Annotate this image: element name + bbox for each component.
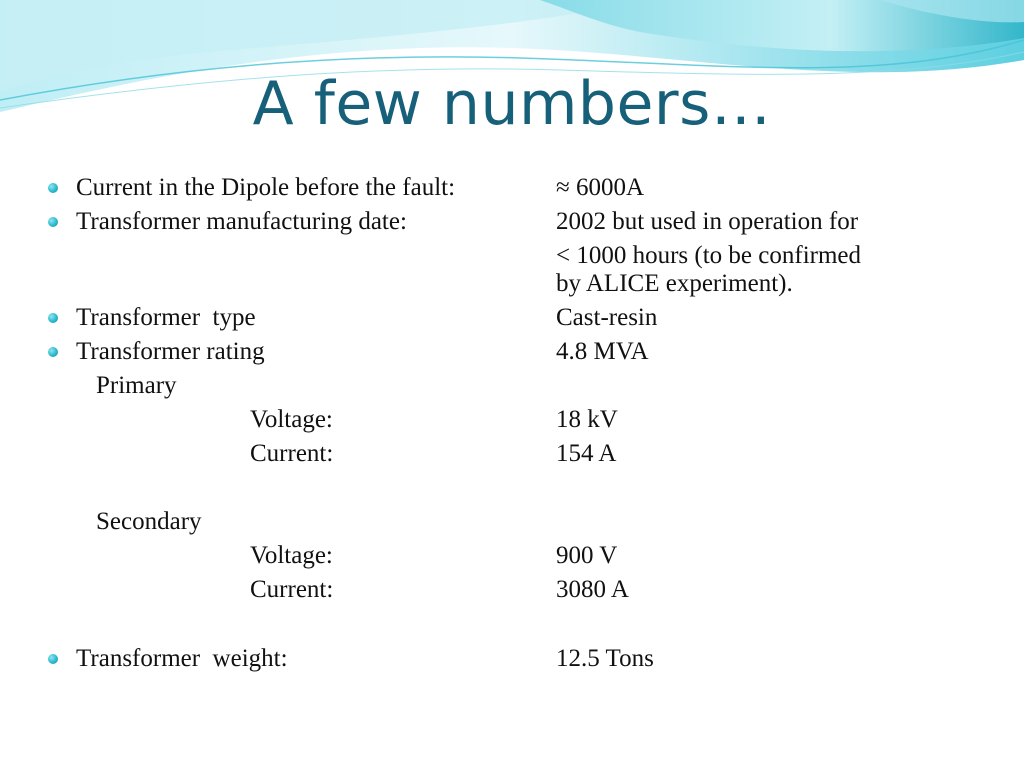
item-value: 12.5 Tons (556, 645, 654, 672)
current-label: Current: (250, 440, 334, 467)
bullet-icon (48, 654, 58, 664)
bullet-icon (48, 217, 58, 227)
list-item (0, 642, 1024, 676)
primary-heading-row (0, 369, 1024, 403)
item-value: by ALICE experiment). (556, 270, 793, 297)
voltage-label: Voltage: (250, 406, 333, 433)
item-value: 2002 but used in operation for (556, 208, 859, 235)
item-label: Transformer manufacturing date: (76, 208, 407, 235)
bullet-icon (48, 347, 58, 357)
item-label: Transformer weight: (76, 645, 288, 672)
item-value: ≈ 6000A (556, 174, 645, 201)
primary-heading: Primary (96, 372, 177, 399)
current-label: Current: (250, 576, 334, 603)
secondary-current-row (0, 573, 1024, 607)
list-item (0, 205, 1024, 239)
item-label: Current in the Dipole before the fault: (76, 174, 456, 201)
primary-current-row (0, 437, 1024, 471)
item-value: Cast-resin (556, 304, 658, 331)
secondary-heading: Secondary (96, 508, 202, 535)
voltage-value: 18 kV (556, 406, 618, 433)
voltage-value: 900 V (556, 542, 618, 569)
item-label: Transformer rating (76, 338, 265, 365)
item-value: < 1000 hours (to be confirmed (556, 242, 862, 269)
current-value: 154 A (556, 440, 617, 467)
item-label: Transformer type (76, 304, 256, 331)
list-item (0, 335, 1024, 369)
list-item-continuation (0, 267, 1024, 301)
current-value: 3080 A (556, 576, 629, 603)
list-item (0, 301, 1024, 335)
secondary-voltage-row (0, 539, 1024, 573)
list-item (0, 171, 1024, 205)
bullet-icon (48, 313, 58, 323)
secondary-heading-row (0, 505, 1024, 539)
bullet-icon (48, 183, 58, 193)
voltage-label: Voltage: (250, 542, 333, 569)
item-value: 4.8 MVA (556, 338, 649, 365)
slide-title: A few numbers… (252, 69, 772, 139)
primary-voltage-row (0, 403, 1024, 437)
